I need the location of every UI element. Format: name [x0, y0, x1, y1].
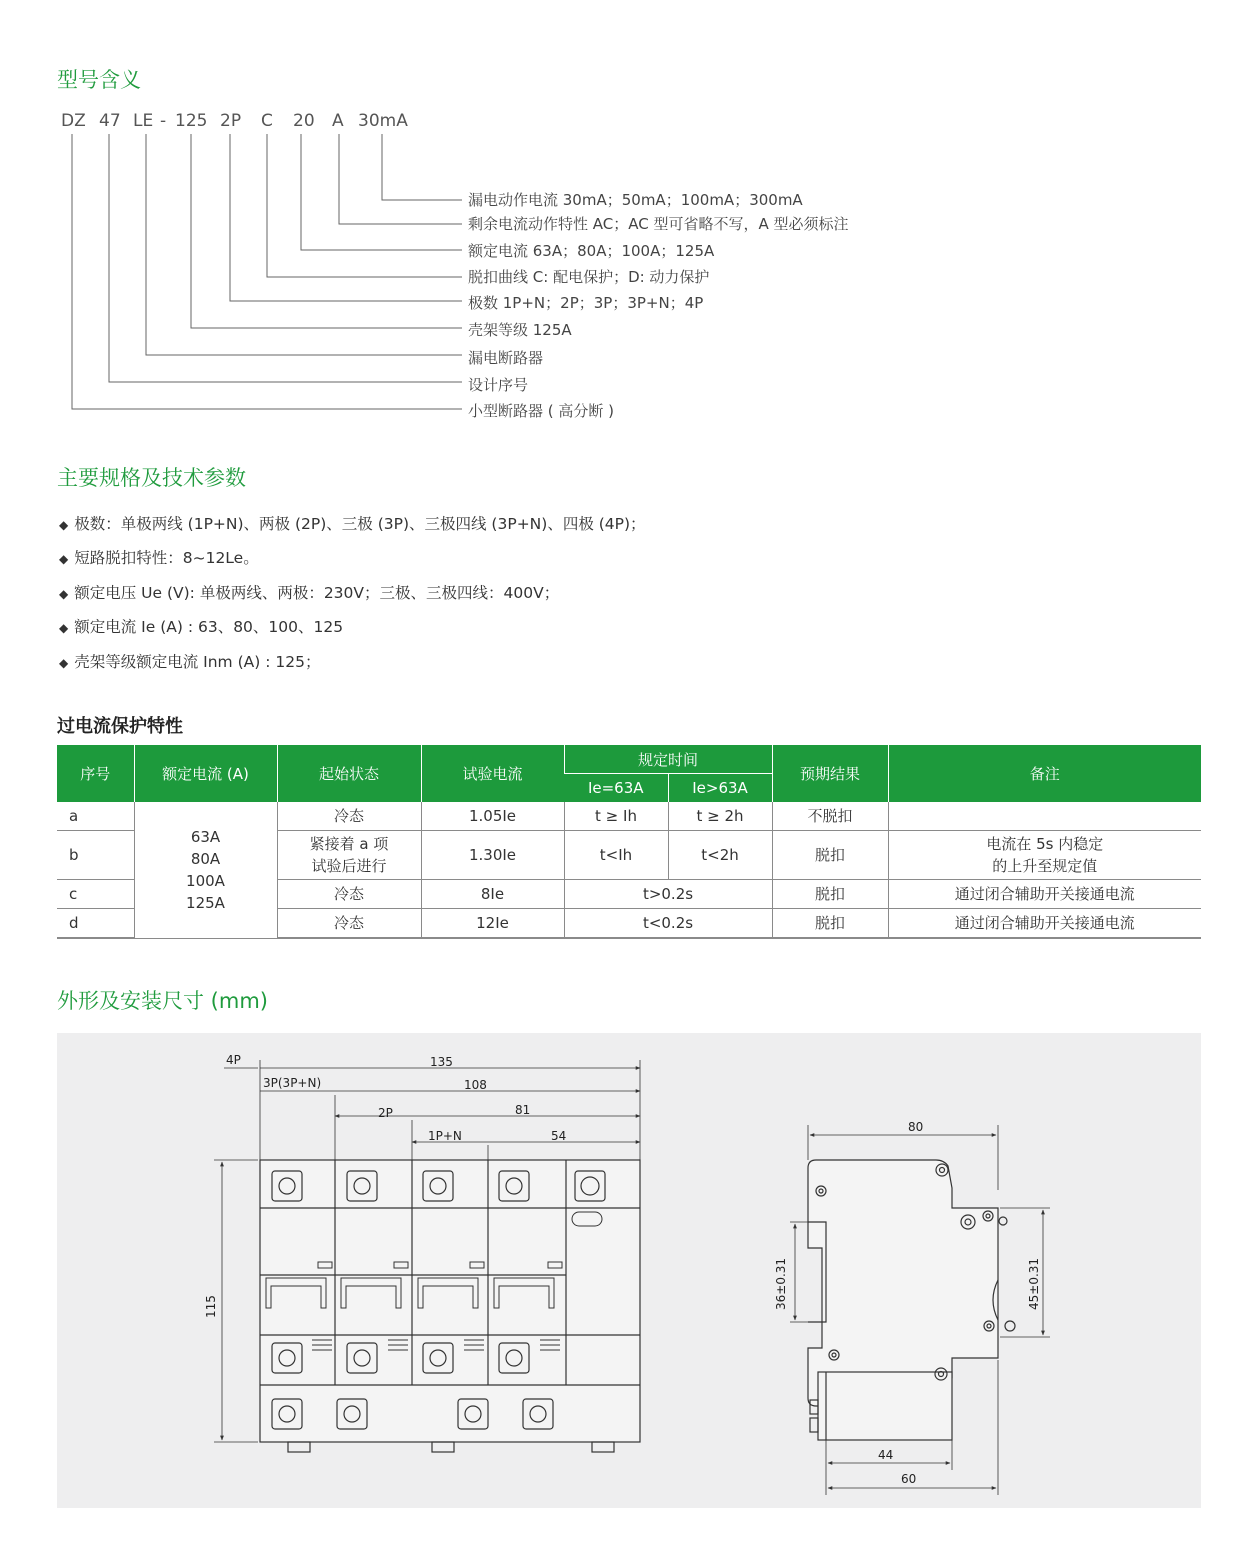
desc-trip-curve: 脱扣曲线 C: 配电保护；D: 动力保护 — [468, 268, 710, 286]
label-3p: 3P(3P+N) — [263, 1076, 322, 1090]
code-le: LE — [133, 111, 154, 131]
dim-108: 108 — [464, 1078, 487, 1092]
spec-bullet: ◆ 极数：单极两线 (1P+N)、两极 (2P)、三极 (3P)、三极四线 (3P+N)、四极 (4P)； — [59, 515, 646, 533]
table-row: b 紧接着 a 项 试验后进行 1.30Ie t<Ih t<2h 脱扣 电流在 5s 内稳定 的上升至规定值 — [57, 831, 1201, 880]
model-code-leader-lines — [0, 0, 470, 420]
label-4p: 4P — [226, 1053, 241, 1067]
dim-81: 81 — [515, 1103, 531, 1117]
desc-residual-type: 剩余电流动作特性 AC；AC 型可省略不写，A 型必须标注 — [468, 215, 849, 233]
header-initial-state: 起始状态 — [277, 745, 421, 802]
desc-rated-current: 额定电流 63A；80A；100A；125A — [468, 242, 715, 260]
label-2p: 2P — [378, 1106, 393, 1120]
dimensions-section-title: 外形及安装尺寸 (mm) — [57, 989, 268, 1013]
dim-44: 44 — [878, 1448, 894, 1462]
table-row: c 冷态 8Ie t>0.2s 脱扣 通过闭合辅助开关接通电流 — [57, 880, 1201, 909]
model-section-title: 型号含义 — [57, 68, 141, 92]
desc-design-serial: 设计序号 — [468, 376, 529, 394]
spec-bullet: ◆ 壳架等级额定电流 Inm (A) : 125； — [59, 653, 321, 671]
dim-135: 135 — [430, 1055, 453, 1069]
header-specified-time: 规定时间 — [564, 745, 772, 774]
leader-a — [339, 134, 462, 224]
leader-125 — [191, 134, 462, 328]
code-2p: 2P — [220, 111, 242, 131]
header-rated-current: 额定电流 (A) — [134, 745, 277, 802]
diamond-bullet-icon: ◆ — [59, 621, 69, 635]
overcurrent-protection-table — [57, 745, 1201, 939]
code-30ma: 30mA — [358, 111, 408, 131]
code-dash: - — [160, 111, 167, 131]
dimension-drawing-panel — [57, 1033, 1201, 1508]
header-expected-result: 预期结果 — [772, 745, 888, 802]
dim-36: 36±0.31 — [774, 1257, 788, 1310]
desc-mcb: 小型断路器 ( 高分断 ) — [468, 402, 615, 420]
spec-bullet: ◆ 短路脱扣特性：8~12Le。 — [59, 549, 259, 567]
dim-80: 80 — [908, 1120, 924, 1134]
diamond-bullet-icon: ◆ — [59, 656, 69, 670]
label-1pn: 1P+N — [428, 1129, 462, 1143]
header-time-ie-gt63: Ie>63A — [668, 774, 772, 803]
leader-c — [267, 134, 462, 277]
dimension-drawings — [57, 1033, 1201, 1508]
dim-115: 115 — [204, 1295, 218, 1318]
table-row: d 冷态 12Ie t<0.2s 脱扣 通过闭合辅助开关接通电流 — [57, 909, 1201, 939]
desc-frame-rating: 壳架等级 125A — [468, 321, 572, 339]
desc-rcd: 漏电断路器 — [468, 349, 544, 367]
code-c: C — [261, 111, 273, 131]
code-125: 125 — [175, 111, 208, 131]
desc-leakage-current: 漏电动作电流 30mA；50mA；100mA；300mA — [468, 191, 803, 209]
dim-45: 45±0.31 — [1027, 1257, 1041, 1310]
leader-2p — [230, 134, 462, 301]
header-seq: 序号 — [57, 745, 134, 802]
dim-60: 60 — [901, 1472, 917, 1486]
leader-le — [146, 134, 462, 355]
side-view — [790, 1125, 1050, 1495]
header-test-current: 试验电流 — [421, 745, 564, 802]
desc-poles: 极数 1P+N；2P；3P；3P+N；4P — [468, 294, 704, 312]
table-title: 过电流保护特性 — [57, 716, 183, 737]
code-20: 20 — [293, 111, 315, 131]
specs-section-title: 主要规格及技术参数 — [57, 466, 246, 490]
leader-47 — [109, 134, 462, 382]
diamond-bullet-icon: ◆ — [59, 518, 69, 532]
diamond-bullet-icon: ◆ — [59, 552, 69, 566]
code-a: A — [332, 111, 344, 131]
table-row: a 63A 80A 100A 125A 冷态 1.05Ie t ≥ Ih t ≥ 2h 不脱扣 — [57, 802, 1201, 831]
header-note: 备注 — [888, 745, 1201, 802]
front-view — [214, 1060, 640, 1452]
code-dz: DZ — [61, 111, 86, 131]
dim-54: 54 — [551, 1129, 567, 1143]
header-time-ie63: Ie=63A — [564, 774, 668, 803]
leader-30ma — [382, 134, 462, 200]
diamond-bullet-icon: ◆ — [59, 587, 69, 601]
rated-current-cell: 63A 80A 100A 125A — [134, 802, 277, 938]
spec-bullet: ◆ 额定电压 Ue (V): 单极两线、两极：230V；三极、三极四线：400V； — [59, 584, 560, 602]
spec-bullet: ◆ 额定电流 Ie (A) : 63、80、100、125 — [59, 618, 344, 636]
code-47: 47 — [99, 111, 121, 131]
